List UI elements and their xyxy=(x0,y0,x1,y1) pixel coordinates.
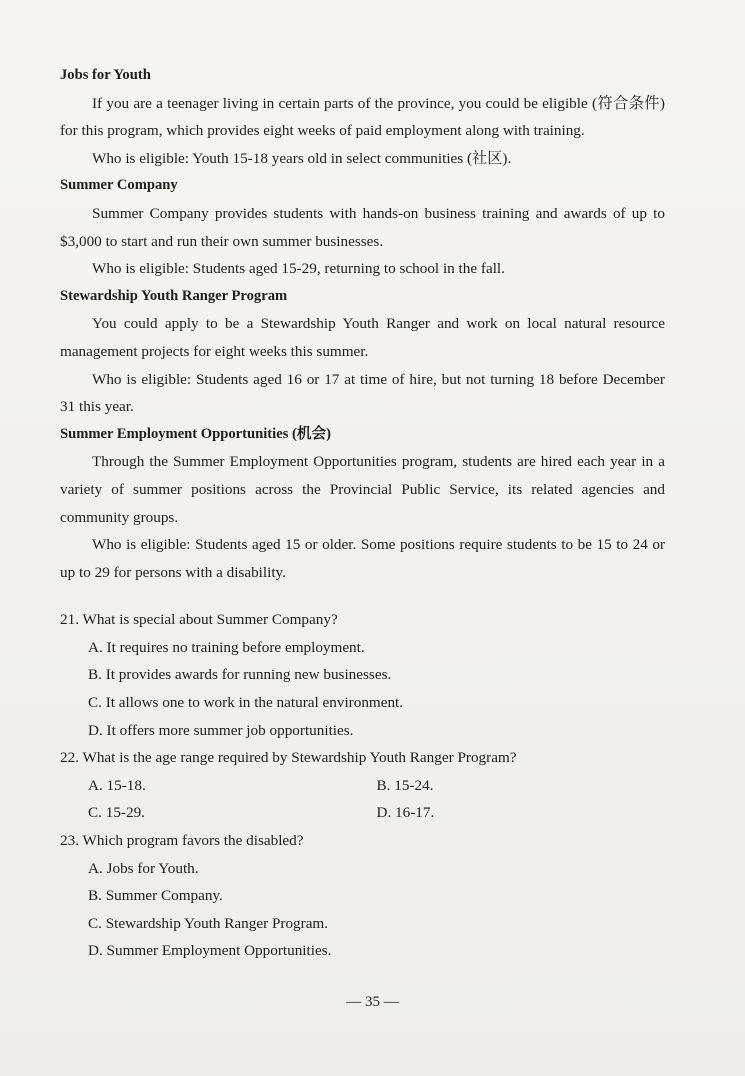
section-jobs-for-youth xyxy=(60,62,665,172)
option-a[interactable]: A. It requires no training before employment. xyxy=(88,638,365,656)
option-b[interactable]: B. 15-24. xyxy=(376,776,434,794)
option-d[interactable]: D. 16-17. xyxy=(376,804,435,822)
section-summer-company xyxy=(60,172,665,282)
section-paragraph: You could apply to be a Stewardship Youth Ranger and work on local natural resource management projects for eight weeks this summer. xyxy=(60,315,665,360)
option-a[interactable]: A. Jobs for Youth. xyxy=(88,859,199,877)
question-21 xyxy=(60,606,665,744)
option-c[interactable]: C. 15-29. xyxy=(88,804,145,822)
section-paragraph: If you are a teenager living in certain parts of the province, you could be eligible (符合条件) for this program, which provides eight weeks of paid employment along with training. xyxy=(60,94,665,140)
section-title: Stewardship Youth Ranger Program xyxy=(60,287,288,304)
section-stewardship-youth-ranger xyxy=(60,283,665,421)
option-b[interactable]: B. It provides awards for running new businesses. xyxy=(88,666,392,684)
page-content xyxy=(60,62,665,965)
eligibility-paragraph: Who is eligible: Students aged 16 or 17 at time of hire, but not turning 18 before December 31 this year. xyxy=(60,370,665,416)
section-summer-employment-opportunities xyxy=(60,421,665,587)
eligibility-paragraph: Who is eligible: Students aged 15-29, returning to school in the fall. xyxy=(92,260,505,278)
option-d[interactable]: D. Summer Employment Opportunities. xyxy=(88,942,332,960)
section-gap xyxy=(60,586,665,606)
section-title: Jobs for Youth xyxy=(60,67,151,83)
question-stem: 23. Which program favors the disabled? xyxy=(60,832,304,850)
eligibility-paragraph: Who is eligible: Students aged 15 or older. Some positions require students to be 15 to 24 or up to 29 for persons with a disability. xyxy=(60,536,665,581)
section-paragraph: Summer Company provides students with hands-on business training and awards of up to $3,000 to start and run their own summer businesses. xyxy=(60,204,665,250)
page-number: — 35 — xyxy=(346,994,399,1010)
question-stem: 22. What is the age range required by Stewardship Youth Ranger Program? xyxy=(60,749,517,767)
option-d[interactable]: D. It offers more summer job opportunities. xyxy=(88,721,354,739)
option-b[interactable]: B. Summer Company. xyxy=(88,887,223,905)
section-title: Summer Company xyxy=(60,177,178,194)
option-a[interactable]: A. 15-18. xyxy=(88,776,146,794)
question-stem: 21. What is special about Summer Company? xyxy=(60,611,338,629)
eligibility-paragraph: Who is eligible: Youth 15-18 years old in select communities (社区). xyxy=(92,149,512,167)
option-c[interactable]: C. It allows one to work in the natural environment. xyxy=(88,694,404,712)
option-row xyxy=(60,799,665,827)
section-paragraph: Through the Summer Employment Opportunities program, students are hired each year in a variety of summer positions across the Provincial Public Service, its related agencies and community groups. xyxy=(60,453,665,526)
question-23 xyxy=(60,827,665,965)
question-22 xyxy=(60,744,665,827)
section-title: Summer Employment Opportunities (机会) xyxy=(60,425,331,442)
option-row xyxy=(60,772,665,800)
option-c[interactable]: C. Stewardship Youth Ranger Program. xyxy=(88,914,329,932)
